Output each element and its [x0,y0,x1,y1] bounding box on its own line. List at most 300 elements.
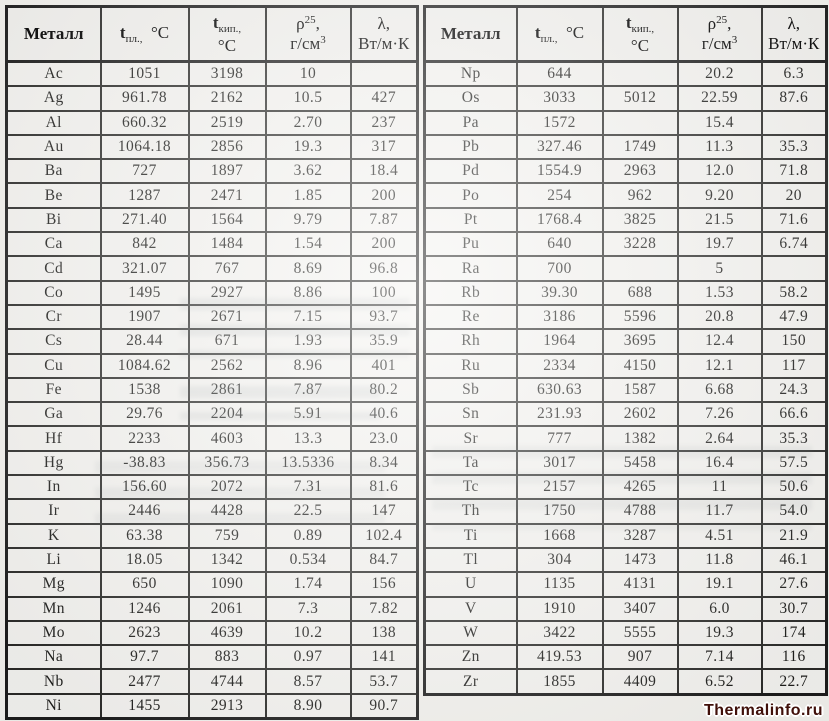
value-cell: 4131 [603,572,678,596]
table-row [7,208,418,232]
value-cell: 90.7 [351,694,418,719]
value-cell: 7.3 [266,597,351,621]
value-cell [762,111,827,135]
value-cell: 1382 [603,426,678,450]
metal-symbol-cell: Ca [7,232,101,256]
metal-symbol-cell: Mn [7,597,101,621]
value-cell: 6.3 [762,62,827,87]
metal-symbol-cell: Ag [7,86,101,110]
value-cell: 0.89 [266,524,351,548]
value-cell: 1538 [101,378,189,402]
value-cell: 24.3 [762,378,827,402]
value-cell: 102.4 [351,524,418,548]
value-cell: 8.57 [266,669,351,693]
col-header-metal [7,7,101,62]
value-cell: 19.3 [266,135,351,159]
table-row [7,426,418,450]
value-cell: 401 [351,354,418,378]
table-row [7,451,418,475]
table-row [425,281,827,305]
value-cell: 2204 [189,402,266,426]
table-row [7,645,418,669]
value-cell: 630.63 [517,378,603,402]
value-cell: 2913 [189,694,266,719]
value-cell: 200 [351,183,418,207]
value-cell: 8.96 [266,354,351,378]
value-cell: 2157 [517,475,603,499]
metal-symbol-cell: Tl [425,548,517,572]
value-cell: 18.05 [101,548,189,572]
value-cell: 2861 [189,378,266,402]
table-row [425,62,827,87]
value-cell: 11.8 [678,548,762,572]
metal-symbol-cell: Rb [425,281,517,305]
metal-symbol-cell: Cs [7,329,101,353]
metal-symbol-cell: K [7,524,101,548]
metal-symbol-cell: Mg [7,572,101,596]
value-cell: 8.69 [266,256,351,280]
value-cell: 71.8 [762,159,827,183]
metal-symbol-cell: U [425,572,517,596]
value-cell: 644 [517,62,603,87]
metal-symbol-cell: Sn [425,402,517,426]
metal-symbol-cell: Co [7,281,101,305]
value-cell: 156 [351,572,418,596]
table-row [7,621,418,645]
value-cell: 54.0 [762,499,827,523]
table-row [7,305,418,329]
value-cell: 660.32 [101,111,189,135]
value-cell: 1051 [101,62,189,87]
metal-symbol-cell: Al [7,111,101,135]
col-header-metal [425,7,517,62]
metal-symbol-cell: Pb [425,135,517,159]
value-cell: 759 [189,524,266,548]
metal-symbol-cell: Na [7,645,101,669]
table-header [425,7,827,62]
value-cell [762,256,827,280]
metal-symbol-cell: Be [7,183,101,207]
value-cell: 21.5 [678,208,762,232]
table-row [425,183,827,207]
metal-symbol-cell: Ta [425,451,517,475]
value-cell: 2334 [517,354,603,378]
value-cell: 8.34 [351,451,418,475]
metal-symbol-cell: Ir [7,499,101,523]
value-cell: 688 [603,281,678,305]
table-row [7,548,418,572]
value-cell: 1484 [189,232,266,256]
value-cell: 671 [189,329,266,353]
value-cell: 3228 [603,232,678,256]
value-cell: 5555 [603,621,678,645]
value-cell: 7.87 [351,208,418,232]
value-cell [603,256,678,280]
value-cell: 13.5336 [266,451,351,475]
metal-symbol-cell: Fe [7,378,101,402]
table-row [7,232,418,256]
value-cell: 18.4 [351,159,418,183]
value-cell: 1084.62 [101,354,189,378]
table-row [7,62,418,87]
table-row [7,135,418,159]
value-cell: 2.70 [266,111,351,135]
metal-symbol-cell: Np [425,62,517,87]
value-cell: 3825 [603,208,678,232]
value-cell: 5.91 [266,402,351,426]
value-cell: 35.9 [351,329,418,353]
metal-symbol-cell: Nb [7,669,101,693]
value-cell: 174 [762,621,827,645]
value-cell: 4603 [189,426,266,450]
value-cell: 2671 [189,305,266,329]
metal-symbol-cell: Ni [7,694,101,719]
value-cell: 21.9 [762,524,827,548]
value-cell: 1897 [189,159,266,183]
value-cell: 35.3 [762,426,827,450]
metal-symbol-cell: Cr [7,305,101,329]
col-header-thermal-conductivity: λ, Вт/м·К [351,7,418,62]
table-body-right [425,62,827,695]
value-cell: 6.68 [678,378,762,402]
value-cell: 147 [351,499,418,523]
value-cell: 2927 [189,281,266,305]
value-cell: 1587 [603,378,678,402]
col-header-melting-point: $t_{пл.,}$ °C [517,7,603,62]
value-cell: 50.6 [762,475,827,499]
table-row [7,256,418,280]
value-cell: 3287 [603,524,678,548]
value-cell: 141 [351,645,418,669]
value-cell: 2623 [101,621,189,645]
metal-symbol-cell: Pt [425,208,517,232]
value-cell: 12.4 [678,329,762,353]
value-cell: 1.93 [266,329,351,353]
value-cell: 640 [517,232,603,256]
table-row [425,669,827,694]
value-cell: 87.6 [762,86,827,110]
metal-symbol-cell: Bi [7,208,101,232]
value-cell: 3017 [517,451,603,475]
col-header-boiling-point: $t_{кип.,}$ °C [189,7,266,62]
value-cell: 883 [189,645,266,669]
value-cell: 2233 [101,426,189,450]
value-cell: 0.534 [266,548,351,572]
metal-symbol-cell: Os [425,86,517,110]
metal-symbol-cell: Zr [425,669,517,694]
table-row [7,475,418,499]
value-cell: 96.8 [351,256,418,280]
value-cell: 10.2 [266,621,351,645]
value-cell: 1287 [101,183,189,207]
value-cell: 907 [603,645,678,669]
value-cell: 3.62 [266,159,351,183]
value-cell: 66.6 [762,402,827,426]
col-header-density: $\rho^{25}$, $г/см^3$ [678,7,762,62]
value-cell: 150 [762,329,827,353]
table-row [425,256,827,280]
table-row [425,378,827,402]
value-cell: 1.74 [266,572,351,596]
metal-symbol-cell: Ac [7,62,101,87]
value-cell: 1749 [603,135,678,159]
table-row [7,694,418,719]
value-cell: 80.2 [351,378,418,402]
value-cell: 12.0 [678,159,762,183]
metal-symbol-cell: Hf [7,426,101,450]
value-cell: 7.15 [266,305,351,329]
table-row [7,597,418,621]
metal-symbol-cell: Pu [425,232,517,256]
table-row [7,572,418,596]
value-cell: 4639 [189,621,266,645]
metal-symbol-cell: W [425,621,517,645]
col-header-melting-point: $t_{пл.,}$ °C [101,7,189,62]
value-cell: 2061 [189,597,266,621]
value-cell: 1064.18 [101,135,189,159]
metal-symbol-cell: Sb [425,378,517,402]
value-cell: 304 [517,548,603,572]
col-header-boiling-point: $t_{кип.,}$ °C [603,7,678,62]
value-cell: 1246 [101,597,189,621]
value-cell: 7.26 [678,402,762,426]
value-cell: 2.64 [678,426,762,450]
value-cell: 4409 [603,669,678,694]
value-cell: 1342 [189,548,266,572]
value-cell: 271.40 [101,208,189,232]
value-cell: 3422 [517,621,603,645]
table-row [425,329,827,353]
metals-properties-table-left [5,5,419,720]
value-cell: 13.3 [266,426,351,450]
value-cell: 2562 [189,354,266,378]
table-row [425,135,827,159]
table-row [425,159,827,183]
table-row [425,86,827,110]
value-cell: 1473 [603,548,678,572]
value-cell: 15.4 [678,111,762,135]
table-row [425,111,827,135]
value-cell: 2856 [189,135,266,159]
value-cell: 11.7 [678,499,762,523]
value-cell: 1090 [189,572,266,596]
value-cell: 4428 [189,499,266,523]
table-row [7,329,418,353]
value-cell: 58.2 [762,281,827,305]
value-cell: 1964 [517,329,603,353]
value-cell: 20.2 [678,62,762,87]
metal-symbol-cell: Cu [7,354,101,378]
value-cell: 5458 [603,451,678,475]
value-cell: 1668 [517,524,603,548]
value-cell: 700 [517,256,603,280]
value-cell: 2519 [189,111,266,135]
value-cell: 6.52 [678,669,762,694]
value-cell: 22.7 [762,669,827,694]
value-cell: 2471 [189,183,266,207]
metal-symbol-cell: Po [425,183,517,207]
table-row [425,402,827,426]
value-cell: 2446 [101,499,189,523]
value-cell: 3695 [603,329,678,353]
metal-symbol-cell: Ba [7,159,101,183]
metal-symbol-cell: In [7,475,101,499]
value-cell: 7.82 [351,597,418,621]
table-row [7,402,418,426]
metal-symbol-cell: Tc [425,475,517,499]
metal-symbol-cell: Cd [7,256,101,280]
value-cell: 4744 [189,669,266,693]
value-cell: 20.8 [678,305,762,329]
table-row [425,475,827,499]
value-cell: 962 [603,183,678,207]
value-cell: 727 [101,159,189,183]
metal-symbol-cell: Mo [7,621,101,645]
table-row [7,354,418,378]
value-cell: 321.07 [101,256,189,280]
value-cell: 156.60 [101,475,189,499]
value-cell: 30.7 [762,597,827,621]
value-cell: 81.6 [351,475,418,499]
value-cell: 2963 [603,159,678,183]
metal-symbol-cell: Ti [425,524,517,548]
value-cell: 650 [101,572,189,596]
value-cell: -38.83 [101,451,189,475]
value-cell: 4788 [603,499,678,523]
value-cell: 27.6 [762,572,827,596]
value-cell: 35.3 [762,135,827,159]
value-cell: 6.0 [678,597,762,621]
metal-symbol-cell: Ga [7,402,101,426]
value-cell [603,111,678,135]
value-cell: 254 [517,183,603,207]
value-cell: 4.51 [678,524,762,548]
table-row [7,183,418,207]
value-cell: 6.74 [762,232,827,256]
col-header-density: $\rho^{25}$, $г/см^3$ [266,7,351,62]
table-row [425,621,827,645]
value-cell: 28.44 [101,329,189,353]
value-cell: 22.5 [266,499,351,523]
metals-properties-table-right [423,5,828,696]
value-cell: 4150 [603,354,678,378]
value-cell: 1.53 [678,281,762,305]
value-cell: 237 [351,111,418,135]
value-cell: 961.78 [101,86,189,110]
value-cell: 63.38 [101,524,189,548]
value-cell: 117 [762,354,827,378]
metal-symbol-cell: Hg [7,451,101,475]
value-cell: 10 [266,62,351,87]
value-cell: 231.93 [517,402,603,426]
value-cell: 10.5 [266,86,351,110]
value-cell: 427 [351,86,418,110]
table-row [425,426,827,450]
table-body-left [7,62,418,719]
value-cell: 1554.9 [517,159,603,183]
value-cell: 39.30 [517,281,603,305]
value-cell: 4265 [603,475,678,499]
value-cell: 40.6 [351,402,418,426]
table-row [7,669,418,693]
table-row [425,232,827,256]
value-cell: 9.20 [678,183,762,207]
value-cell: 5 [678,256,762,280]
value-cell: 200 [351,232,418,256]
value-cell [603,62,678,87]
value-cell: 1907 [101,305,189,329]
table-row [7,86,418,110]
value-cell: 419.53 [517,645,603,669]
table-row [7,378,418,402]
value-cell: 1.85 [266,183,351,207]
metal-symbol-cell: Au [7,135,101,159]
value-cell: 1135 [517,572,603,596]
table-row [425,524,827,548]
value-cell: 1910 [517,597,603,621]
value-cell: 16.4 [678,451,762,475]
value-cell: 29.76 [101,402,189,426]
metal-symbol-cell: Ru [425,354,517,378]
value-cell: 11.3 [678,135,762,159]
value-cell: 2602 [603,402,678,426]
value-cell: 1564 [189,208,266,232]
value-cell: 71.6 [762,208,827,232]
value-cell: 138 [351,621,418,645]
value-cell: 1750 [517,499,603,523]
metal-symbol-cell: Pd [425,159,517,183]
value-cell: 1455 [101,694,189,719]
value-cell: 1.54 [266,232,351,256]
value-cell: 8.86 [266,281,351,305]
value-cell: 356.73 [189,451,266,475]
value-cell: 777 [517,426,603,450]
table-row [425,354,827,378]
value-cell: 3033 [517,86,603,110]
value-cell: 0.97 [266,645,351,669]
metal-symbol-cell: Sr [425,426,517,450]
value-cell: 7.31 [266,475,351,499]
table-row [7,111,418,135]
value-cell: 842 [101,232,189,256]
metal-symbol-cell: Zn [425,645,517,669]
value-cell: 8.90 [266,694,351,719]
metal-header-label: Металл [23,24,84,43]
table-row [425,208,827,232]
metal-symbol-cell: V [425,597,517,621]
value-cell: 116 [762,645,827,669]
value-cell: 12.1 [678,354,762,378]
value-cell: 2477 [101,669,189,693]
table-row [425,572,827,596]
value-cell: 5012 [603,86,678,110]
value-cell: 19.3 [678,621,762,645]
site-watermark: Thermalinfo.ru [703,702,823,719]
table-row [425,597,827,621]
table-header [7,7,418,62]
value-cell: 84.7 [351,548,418,572]
metal-symbol-cell: Ra [425,256,517,280]
value-cell: 93.7 [351,305,418,329]
value-cell: 767 [189,256,266,280]
metal-symbol-cell: Re [425,305,517,329]
table-row [7,499,418,523]
table-row [7,159,418,183]
value-cell: 20 [762,183,827,207]
value-cell: 5596 [603,305,678,329]
metal-symbol-cell: Th [425,499,517,523]
value-cell: 9.79 [266,208,351,232]
